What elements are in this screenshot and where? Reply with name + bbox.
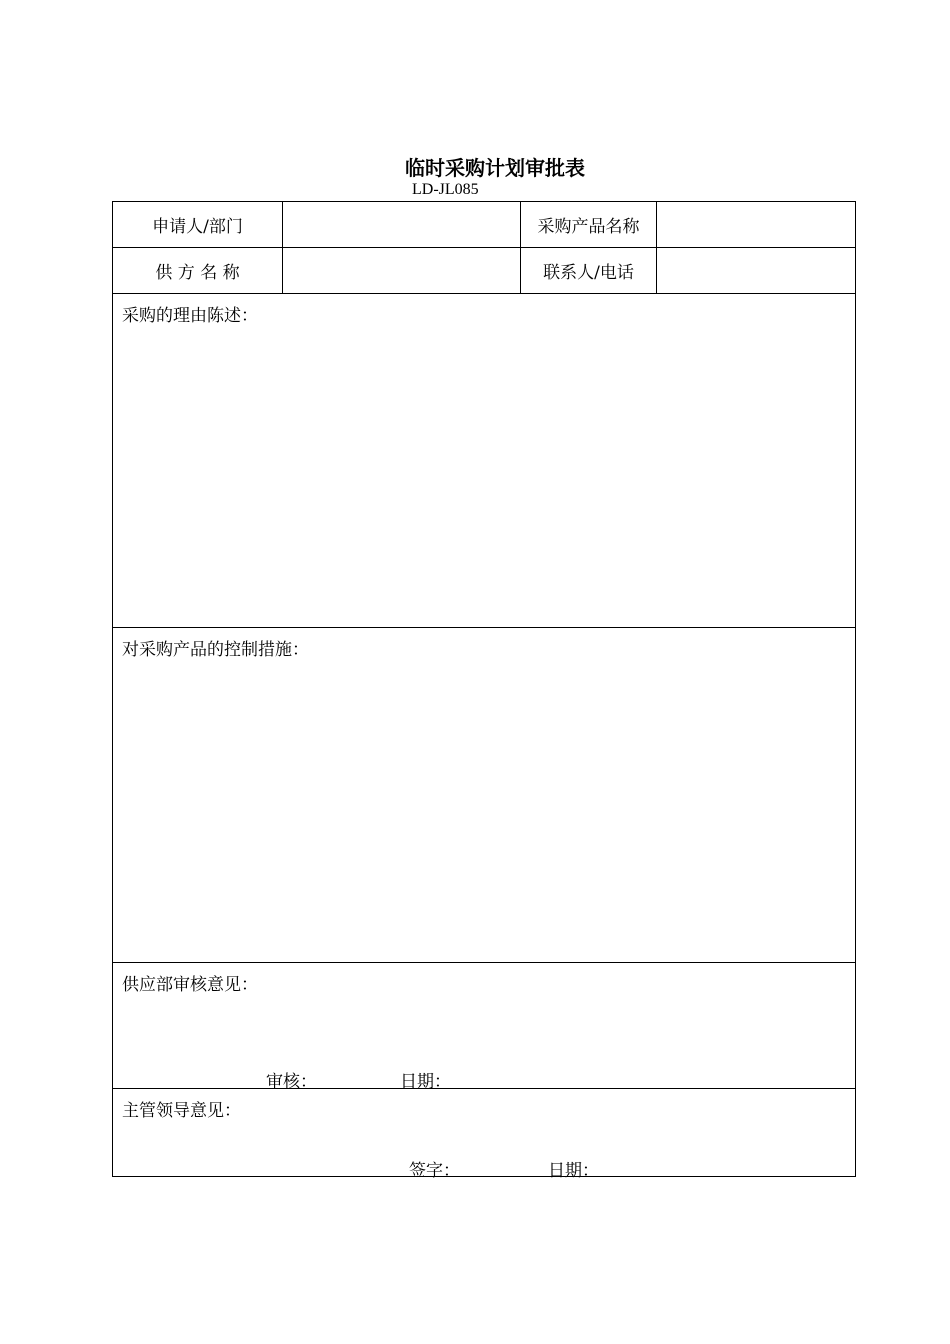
- header-row-1: [113, 202, 855, 248]
- supplier-label: 供 方 名 称: [113, 248, 283, 293]
- leader-section[interactable]: [113, 1089, 855, 1181]
- header-row-2: [113, 248, 855, 294]
- supply-review-section[interactable]: [113, 963, 855, 1092]
- leader-label: 主管领导意见：: [122, 1101, 241, 1121]
- supplier-field[interactable]: [283, 248, 521, 293]
- applicant-label: 申请人/部门: [113, 202, 283, 247]
- contact-field[interactable]: [657, 248, 855, 293]
- control-label: 对采购产品的控制措施：: [122, 640, 309, 660]
- applicant-field[interactable]: [283, 202, 521, 247]
- supply-review-sign: 审核：: [266, 1072, 317, 1092]
- form-title: 临时采购计划审批表: [405, 156, 585, 180]
- leader-date: 日期：: [548, 1161, 599, 1181]
- reason-label: 采购的理由陈述：: [122, 306, 258, 326]
- leader-sign: 签字：: [409, 1161, 460, 1181]
- approval-form-table: [112, 201, 856, 1181]
- product-name-label: 采购产品名称: [521, 202, 657, 247]
- supply-review-date: 日期：: [400, 1072, 451, 1092]
- contact-label: 联系人/电话: [521, 248, 657, 293]
- product-name-field[interactable]: [657, 202, 855, 247]
- control-section[interactable]: [113, 628, 855, 963]
- form-code: LD-JL085: [412, 181, 479, 198]
- supply-review-label: 供应部审核意见：: [122, 975, 258, 995]
- reason-section[interactable]: [113, 294, 855, 628]
